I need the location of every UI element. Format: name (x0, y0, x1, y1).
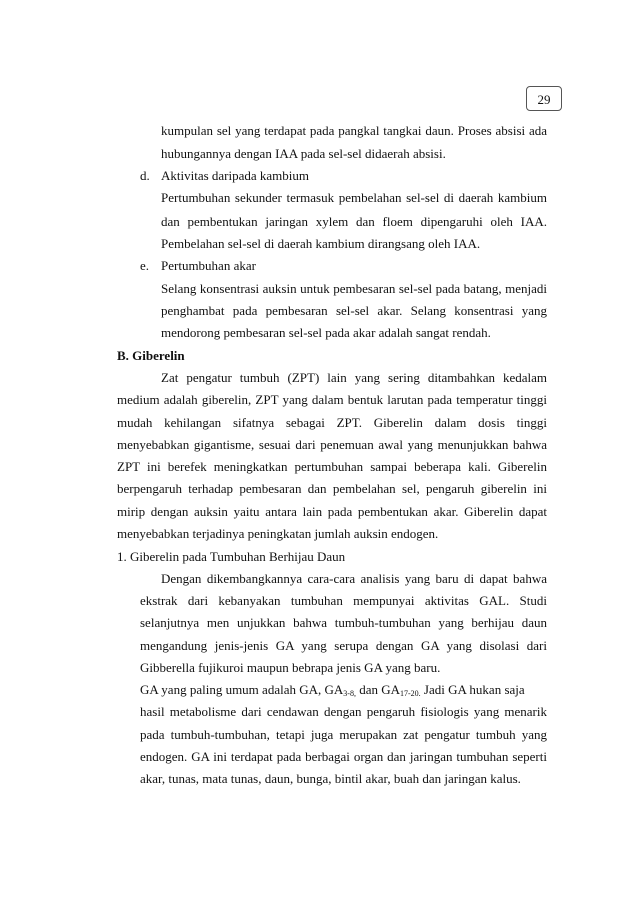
text-line: Pertumbuhan sekunder termasuk pembelahan sel-sel di daerah kambium (161, 190, 547, 205)
page-number: 29 (526, 86, 562, 111)
text-line: mirip dengan auksin yaitu antara lain pada pembentukan akar. Giberelin dapat (117, 504, 547, 519)
text-line: Selang konsentrasi auksin untuk pembesaran sel-sel pada batang, menjadi (161, 281, 547, 296)
text-segment: Jadi GA hukan saja (420, 682, 525, 697)
subscript: 3-8, (343, 689, 356, 698)
text-line: kumpulan sel yang terdapat pada pangkal tangkai daun. Proses absisi ada (161, 123, 547, 138)
subsection-heading: 1. Giberelin pada Tumbuhan Berhijau Daun (117, 549, 346, 564)
text-line: pada tumbuh-tumbuhan, tetapi juga merupakan zat pengatur tumbuh yang (140, 727, 547, 742)
text-line: ekstrak dari kebanyakan tumbuhan mempunyai aktivitas GAL. Studi (140, 593, 547, 608)
text-line: mengandung jenis-jenis GA yang serupa dengan GA yang disolasi dari (140, 638, 547, 653)
text-line: ZPT ini berefek meningkatkan pertumbuhan sampai beberapa kali. Giberelin (117, 459, 547, 474)
text-line: Zat pengatur tumbuh (ZPT) lain yang sering ditambahkan kedalam (161, 370, 547, 385)
text-segment: GA yang paling umum adalah GA, GA (140, 682, 344, 697)
section-heading: B. Giberelin (117, 348, 185, 363)
text-line: mudah kehilangan sifatnya sebagai ZPT. Giberelin dalam dosis tinggi (117, 415, 547, 430)
text-line: menyebabkan terjadinya peningkatan jumlah auksin endogen. (117, 526, 439, 541)
text-line: medium adalah giberelin, ZPT yang dalam bentuk larutan pada temperatur tinggi (117, 392, 547, 407)
list-marker: e. (140, 258, 150, 273)
text-line: hubungannya dengan IAA pada sel-sel didaerah absisi. (161, 146, 446, 161)
subscript: 17-20. (400, 689, 421, 698)
list-item-title: Pertumbuhan akar (161, 258, 256, 273)
text-line: endogen. GA ini terdapat pada berbagai organ dan jaringan tumbuhan seperti (140, 749, 547, 764)
text-line: selanjutnya men unjukkan bahwa tumbuh-tumbuhan yang berhijau daun (140, 615, 547, 630)
list-item-title: Aktivitas daripada kambium (161, 168, 310, 183)
text-line: hasil metabolisme dari cendawan dengan pengaruh fisiologis yang menarik (140, 704, 547, 719)
text-line: penghambat pada pembesaran sel-sel akar. Selang konsentrasi yang (161, 303, 547, 318)
text-line: mendorong pembesaran sel-sel pada akar adalah sangat rendah. (161, 325, 491, 340)
text-line: menyebabkan gigantisme, sesuai dari penemuan awal yang menunjukkan bahwa (117, 437, 547, 452)
text-line: akar, tunas, mata tunas, daun, bunga, bintil akar, buah dan jaringan kalus. (140, 771, 521, 786)
text-line-with-subscripts (140, 682, 525, 702)
text-segment: dan GA (355, 682, 400, 697)
text-line: berpengaruh terhadap pembesaran dan pembelahan sel, pengaruh giberelin ini (117, 481, 547, 496)
text-line: Pembelahan sel-sel di daerah kambium dirangsang oleh IAA. (161, 236, 481, 251)
text-line: Dengan dikembangkannya cara-cara analisis yang baru di dapat bahwa (161, 571, 547, 586)
text-line: dan pembentukan jaringan xylem dan floem dipengaruhi oleh IAA. (161, 214, 547, 229)
list-marker: d. (140, 168, 150, 183)
text-line: Gibberella fujikuroi maupun bebrapa jenis GA yang baru. (140, 660, 441, 675)
